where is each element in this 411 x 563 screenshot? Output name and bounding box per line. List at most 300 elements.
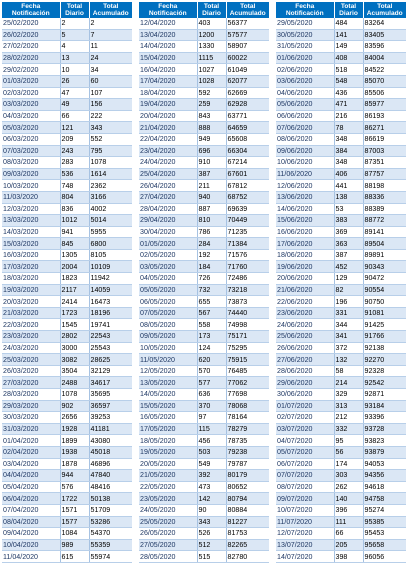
cell-total-acumulado: 71576 [226, 249, 269, 261]
cell-fecha: 16/06/2020 [276, 226, 334, 238]
cell-fecha: 29/04/2020 [139, 215, 197, 227]
cell-total-acumulado: 70449 [226, 215, 269, 227]
cell-total-acumulado: 90554 [363, 284, 406, 296]
cell-fecha: 29/03/2020 [2, 400, 60, 412]
cell-total-acumulado: 5955 [89, 226, 132, 238]
cell-fecha: 20/05/2020 [139, 458, 197, 470]
cell-total-diario: 387 [334, 249, 363, 261]
data-table-2 [139, 2, 269, 563]
cell-fecha: 02/06/2020 [276, 64, 334, 76]
cell-total-acumulado: 88772 [363, 215, 406, 227]
table-row [139, 528, 269, 540]
cell-total-acumulado: 93823 [363, 435, 406, 447]
cell-total-acumulado: 62077 [226, 75, 269, 87]
table-row [139, 122, 269, 134]
cell-total-diario: 140 [334, 493, 363, 505]
cell-fecha: 26/03/2020 [2, 365, 60, 377]
cell-fecha: 27/06/2020 [276, 354, 334, 366]
cell-total-acumulado: 76485 [226, 365, 269, 377]
cell-total-diario: 332 [334, 423, 363, 435]
cell-fecha: 13/06/2020 [276, 191, 334, 203]
cell-total-acumulado: 87757 [363, 168, 406, 180]
table-row [139, 539, 269, 551]
cell-fecha: 25/05/2020 [139, 516, 197, 528]
table-row [139, 342, 269, 354]
cell-total-acumulado: 92328 [363, 365, 406, 377]
table-row [276, 493, 406, 505]
cell-total-diario: 216 [334, 110, 363, 122]
cell-fecha: 03/07/2020 [276, 423, 334, 435]
cell-total-acumulado: 71384 [226, 238, 269, 250]
cell-fecha: 04/07/2020 [276, 435, 334, 447]
cell-fecha: 13/07/2020 [276, 539, 334, 551]
cell-total-diario: 5 [60, 29, 89, 41]
table-row [2, 145, 132, 157]
cell-total-acumulado: 83405 [363, 29, 406, 41]
table-row [139, 504, 269, 516]
table-row [276, 551, 406, 563]
cell-total-acumulado: 89504 [363, 238, 406, 250]
cell-fecha: 19/04/2020 [139, 99, 197, 111]
table-row [139, 296, 269, 308]
table-row [276, 133, 406, 145]
cell-total-diario: 387 [197, 168, 226, 180]
cell-total-diario: 196 [334, 296, 363, 308]
cell-total-acumulado: 5014 [89, 215, 132, 227]
cell-total-diario: 348 [334, 157, 363, 169]
table-row [2, 203, 132, 215]
cell-fecha: 31/03/2020 [2, 423, 60, 435]
cell-total-acumulado: 11942 [89, 273, 132, 285]
cell-fecha: 28/02/2020 [2, 52, 60, 64]
table-row [276, 249, 406, 261]
table-row [276, 203, 406, 215]
table-row [2, 18, 132, 29]
cell-total-diario: 512 [197, 539, 226, 551]
cell-total-acumulado: 4002 [89, 203, 132, 215]
cell-total-acumulado: 94356 [363, 470, 406, 482]
table-row [2, 551, 132, 563]
table-row [276, 238, 406, 250]
cell-fecha: 17/04/2020 [139, 75, 197, 87]
cell-total-acumulado: 73873 [226, 296, 269, 308]
cell-total-diario: 262 [334, 481, 363, 493]
cell-fecha: 25/02/2020 [2, 18, 60, 29]
table-row [276, 99, 406, 111]
cell-total-diario: 408 [334, 52, 363, 64]
cell-total-diario: 1305 [60, 249, 89, 261]
cell-fecha: 21/04/2020 [139, 122, 197, 134]
cell-total-diario: 303 [334, 470, 363, 482]
table-row [2, 319, 132, 331]
cell-fecha: 31/05/2020 [276, 41, 334, 53]
cell-total-acumulado: 84004 [363, 52, 406, 64]
table-row [276, 110, 406, 122]
cell-fecha: 27/02/2020 [2, 41, 60, 53]
cell-total-diario: 396 [334, 504, 363, 516]
cell-total-diario: 484 [334, 18, 363, 29]
cell-total-diario: 1028 [197, 75, 226, 87]
cell-total-diario: 1078 [60, 389, 89, 401]
table-row [2, 133, 132, 145]
cell-total-diario: 211 [197, 180, 226, 192]
table-row [139, 307, 269, 319]
cell-total-acumulado: 80884 [226, 504, 269, 516]
cell-fecha: 07/03/2020 [2, 145, 60, 157]
cell-total-diario: 940 [197, 191, 226, 203]
table-row [139, 389, 269, 401]
cell-total-diario: 888 [197, 122, 226, 134]
cell-fecha: 23/04/2020 [139, 145, 197, 157]
cell-total-acumulado: 93879 [363, 446, 406, 458]
cell-fecha: 22/06/2020 [276, 296, 334, 308]
cell-fecha: 05/03/2020 [2, 122, 60, 134]
table-row [276, 458, 406, 470]
cell-total-diario: 902 [60, 400, 89, 412]
cell-total-diario: 503 [197, 446, 226, 458]
cell-fecha: 01/07/2020 [276, 400, 334, 412]
table-row [139, 377, 269, 389]
table-row [276, 342, 406, 354]
cell-total-acumulado: 81753 [226, 528, 269, 540]
cell-total-diario: 2414 [60, 296, 89, 308]
cell-total-diario: 90 [197, 504, 226, 516]
cell-total-acumulado: 57577 [226, 29, 269, 41]
cell-total-diario: 348 [334, 133, 363, 145]
cell-total-acumulado: 95385 [363, 516, 406, 528]
cell-total-diario: 845 [60, 238, 89, 250]
cell-total-acumulado: 56377 [226, 18, 269, 29]
cell-total-acumulado: 43080 [89, 435, 132, 447]
cell-total-diario: 141 [334, 29, 363, 41]
cell-total-diario: 406 [334, 168, 363, 180]
cell-total-acumulado: 75295 [226, 342, 269, 354]
table-row [139, 446, 269, 458]
cell-fecha: 30/05/2020 [276, 29, 334, 41]
table-row [2, 493, 132, 505]
table-row [276, 377, 406, 389]
table-row [2, 307, 132, 319]
data-table-1 [2, 2, 132, 563]
cell-total-diario: 383 [334, 215, 363, 227]
cell-fecha: 14/04/2020 [139, 41, 197, 53]
cell-total-diario: 331 [334, 307, 363, 319]
cell-fecha: 25/06/2020 [276, 331, 334, 343]
cell-total-diario: 1823 [60, 273, 89, 285]
table-row [2, 157, 132, 169]
cell-total-diario: 10 [60, 64, 89, 76]
cell-total-acumulado: 55359 [89, 539, 132, 551]
cell-fecha: 02/04/2020 [2, 446, 60, 458]
cell-total-diario: 184 [197, 261, 226, 273]
cell-total-diario: 53 [334, 203, 363, 215]
cell-fecha: 08/06/2020 [276, 133, 334, 145]
table-row [2, 29, 132, 41]
table-row [139, 238, 269, 250]
table-row [276, 145, 406, 157]
cell-total-diario: 549 [197, 458, 226, 470]
cell-fecha: 27/04/2020 [139, 191, 197, 203]
table-row [139, 412, 269, 424]
table-row [276, 180, 406, 192]
cell-total-diario: 66 [334, 528, 363, 540]
table-row [139, 423, 269, 435]
table-row [139, 261, 269, 273]
cell-total-diario: 732 [197, 284, 226, 296]
table-row [139, 29, 269, 41]
cell-fecha: 19/03/2020 [2, 284, 60, 296]
table-row [139, 284, 269, 296]
cell-total-diario: 456 [197, 435, 226, 447]
cell-fecha: 11/07/2020 [276, 516, 334, 528]
table-row [139, 365, 269, 377]
cell-fecha: 28/04/2020 [139, 203, 197, 215]
table-row [276, 307, 406, 319]
cell-total-diario: 341 [334, 331, 363, 343]
cell-total-acumulado: 74440 [226, 307, 269, 319]
cell-fecha: 15/04/2020 [139, 52, 197, 64]
cell-fecha: 12/05/2020 [139, 365, 197, 377]
cell-total-acumulado: 90750 [363, 296, 406, 308]
cell-total-acumulado: 90472 [363, 273, 406, 285]
cell-total-diario: 78 [334, 122, 363, 134]
table-row [2, 470, 132, 482]
cell-fecha: 27/05/2020 [139, 539, 197, 551]
cell-total-diario: 111 [334, 516, 363, 528]
cell-total-diario: 567 [197, 307, 226, 319]
table-row [139, 41, 269, 53]
cell-total-acumulado: 795 [89, 145, 132, 157]
cell-total-diario: 1878 [60, 458, 89, 470]
header-total-acumulado: Total Acumulado [226, 2, 269, 18]
header-total-acumulado: Total Acumulado [89, 2, 132, 18]
cell-fecha: 30/03/2020 [2, 412, 60, 424]
cell-total-acumulado: 80794 [226, 493, 269, 505]
table-row [139, 331, 269, 343]
table-row [139, 435, 269, 447]
cell-total-diario: 142 [197, 493, 226, 505]
cell-fecha: 16/03/2020 [2, 249, 60, 261]
cell-fecha: 03/05/2020 [139, 261, 197, 273]
cell-total-acumulado: 107 [89, 87, 132, 99]
table-row [2, 110, 132, 122]
cell-fecha: 29/06/2020 [276, 377, 334, 389]
cell-fecha: 06/04/2020 [2, 493, 60, 505]
cell-total-diario: 174 [334, 458, 363, 470]
cell-total-diario: 441 [334, 180, 363, 192]
cell-total-acumulado: 24 [89, 52, 132, 64]
table-row [276, 284, 406, 296]
cell-total-diario: 1330 [197, 41, 226, 53]
table-row [276, 226, 406, 238]
cell-fecha: 03/04/2020 [2, 458, 60, 470]
cell-total-diario: 3082 [60, 354, 89, 366]
table-row [276, 87, 406, 99]
cell-fecha: 07/04/2020 [2, 504, 60, 516]
cell-total-diario: 192 [197, 249, 226, 261]
cell-fecha: 16/05/2020 [139, 412, 197, 424]
cell-total-acumulado: 93184 [363, 400, 406, 412]
cell-fecha: 11/03/2020 [2, 191, 60, 203]
header-total-diario: Total Diario [334, 2, 363, 18]
cell-total-diario: 941 [60, 226, 89, 238]
cell-total-acumulado: 28625 [89, 354, 132, 366]
cell-total-acumulado: 74998 [226, 319, 269, 331]
cell-fecha: 08/07/2020 [276, 481, 334, 493]
cell-total-acumulado: 14059 [89, 284, 132, 296]
cell-fecha: 16/04/2020 [139, 64, 197, 76]
cell-total-acumulado: 79238 [226, 446, 269, 458]
cell-fecha: 06/06/2020 [276, 110, 334, 122]
cell-total-acumulado: 75915 [226, 354, 269, 366]
cell-fecha: 12/04/2020 [139, 18, 197, 29]
table-row [139, 75, 269, 87]
cell-fecha: 24/03/2020 [2, 342, 60, 354]
cell-total-acumulado: 65608 [226, 133, 269, 145]
table-row [276, 191, 406, 203]
cell-total-diario: 2004 [60, 261, 89, 273]
cell-total-diario: 205 [334, 539, 363, 551]
cell-total-diario: 636 [197, 389, 226, 401]
cell-total-diario: 1545 [60, 319, 89, 331]
cell-fecha: 06/03/2020 [2, 133, 60, 145]
table-row [276, 296, 406, 308]
table-row [139, 215, 269, 227]
cell-total-acumulado: 86271 [363, 122, 406, 134]
cell-total-diario: 115 [197, 423, 226, 435]
cell-total-acumulado: 83596 [363, 41, 406, 53]
cell-total-acumulado: 25543 [89, 342, 132, 354]
cell-total-acumulado: 19741 [89, 319, 132, 331]
table-row [276, 481, 406, 493]
table-row [139, 551, 269, 563]
cell-total-acumulado: 67214 [226, 157, 269, 169]
cell-fecha: 01/04/2020 [2, 435, 60, 447]
cell-total-acumulado: 343 [89, 122, 132, 134]
table-row [276, 412, 406, 424]
cell-total-diario: 949 [197, 133, 226, 145]
cell-total-diario: 329 [334, 389, 363, 401]
table-row [276, 75, 406, 87]
cell-total-diario: 369 [334, 226, 363, 238]
cell-total-diario: 363 [334, 238, 363, 250]
cell-total-acumulado: 62669 [226, 87, 269, 99]
cell-total-acumulado: 47840 [89, 470, 132, 482]
table-row [276, 273, 406, 285]
cell-total-acumulado: 90343 [363, 261, 406, 273]
cell-fecha: 20/03/2020 [2, 296, 60, 308]
cell-total-acumulado: 73218 [226, 284, 269, 296]
cell-fecha: 24/06/2020 [276, 319, 334, 331]
cell-total-acumulado: 11 [89, 41, 132, 53]
cell-total-acumulado: 75171 [226, 331, 269, 343]
table-row [139, 481, 269, 493]
table-row [276, 470, 406, 482]
table-row [276, 52, 406, 64]
table-row [2, 249, 132, 261]
cell-total-diario: 1115 [197, 52, 226, 64]
table-row [2, 516, 132, 528]
cell-total-acumulado: 79787 [226, 458, 269, 470]
cell-total-acumulado: 1614 [89, 168, 132, 180]
cell-fecha: 26/04/2020 [139, 180, 197, 192]
cell-total-acumulado: 54370 [89, 528, 132, 540]
cell-total-acumulado: 61049 [226, 64, 269, 76]
table-row [139, 157, 269, 169]
cell-total-diario: 615 [60, 551, 89, 563]
cell-total-acumulado: 18196 [89, 307, 132, 319]
cell-total-diario: 577 [197, 377, 226, 389]
cell-fecha: 09/05/2020 [139, 331, 197, 343]
cell-total-diario: 47 [60, 87, 89, 99]
cell-total-diario: 66 [60, 110, 89, 122]
table-row [276, 168, 406, 180]
table-row [2, 435, 132, 447]
cell-total-acumulado: 88336 [363, 191, 406, 203]
cell-total-diario: 129 [334, 273, 363, 285]
cell-total-diario: 82 [334, 284, 363, 296]
cell-total-acumulado: 2 [89, 18, 132, 29]
cell-total-acumulado: 60022 [226, 52, 269, 64]
cell-total-diario: 392 [197, 470, 226, 482]
cell-total-acumulado: 93728 [363, 423, 406, 435]
cell-total-acumulado: 80179 [226, 470, 269, 482]
cell-total-diario: 372 [334, 342, 363, 354]
cell-total-acumulado: 36597 [89, 400, 132, 412]
table-row [139, 226, 269, 238]
cell-total-diario: 944 [60, 470, 89, 482]
table-row [139, 203, 269, 215]
cell-fecha: 03/06/2020 [276, 75, 334, 87]
cell-total-acumulado: 96056 [363, 551, 406, 563]
cell-fecha: 09/06/2020 [276, 145, 334, 157]
cell-total-acumulado: 85506 [363, 87, 406, 99]
cell-total-acumulado: 91425 [363, 319, 406, 331]
cell-total-acumulado: 10109 [89, 261, 132, 273]
cell-total-diario: 620 [197, 354, 226, 366]
header-total-acumulado: Total Acumulado [363, 2, 406, 18]
cell-total-diario: 284 [197, 238, 226, 250]
table-header-row [139, 2, 269, 18]
table-row [139, 516, 269, 528]
header-total-diario: Total Diario [60, 2, 89, 18]
cell-total-diario: 1928 [60, 423, 89, 435]
cell-fecha: 04/03/2020 [2, 110, 60, 122]
cell-total-diario: 384 [334, 145, 363, 157]
cell-total-diario: 843 [197, 110, 226, 122]
cell-total-diario: 536 [60, 168, 89, 180]
cell-total-acumulado: 85070 [363, 75, 406, 87]
cell-total-acumulado: 552 [89, 133, 132, 145]
table-row [139, 52, 269, 64]
cell-total-acumulado: 77062 [226, 377, 269, 389]
table-row [2, 238, 132, 250]
cell-total-diario: 473 [197, 481, 226, 493]
table-row [276, 446, 406, 458]
cell-fecha: 06/07/2020 [276, 458, 334, 470]
cell-total-diario: 592 [197, 87, 226, 99]
cell-total-diario: 403 [197, 18, 226, 29]
cell-total-diario: 2 [60, 18, 89, 29]
cell-fecha: 08/04/2020 [2, 516, 60, 528]
cell-total-diario: 344 [334, 319, 363, 331]
cell-total-diario: 1084 [60, 528, 89, 540]
cell-fecha: 05/05/2020 [139, 284, 197, 296]
cell-fecha: 24/05/2020 [139, 504, 197, 516]
cell-total-diario: 570 [197, 365, 226, 377]
table-row [276, 29, 406, 41]
cell-fecha: 02/03/2020 [2, 87, 60, 99]
